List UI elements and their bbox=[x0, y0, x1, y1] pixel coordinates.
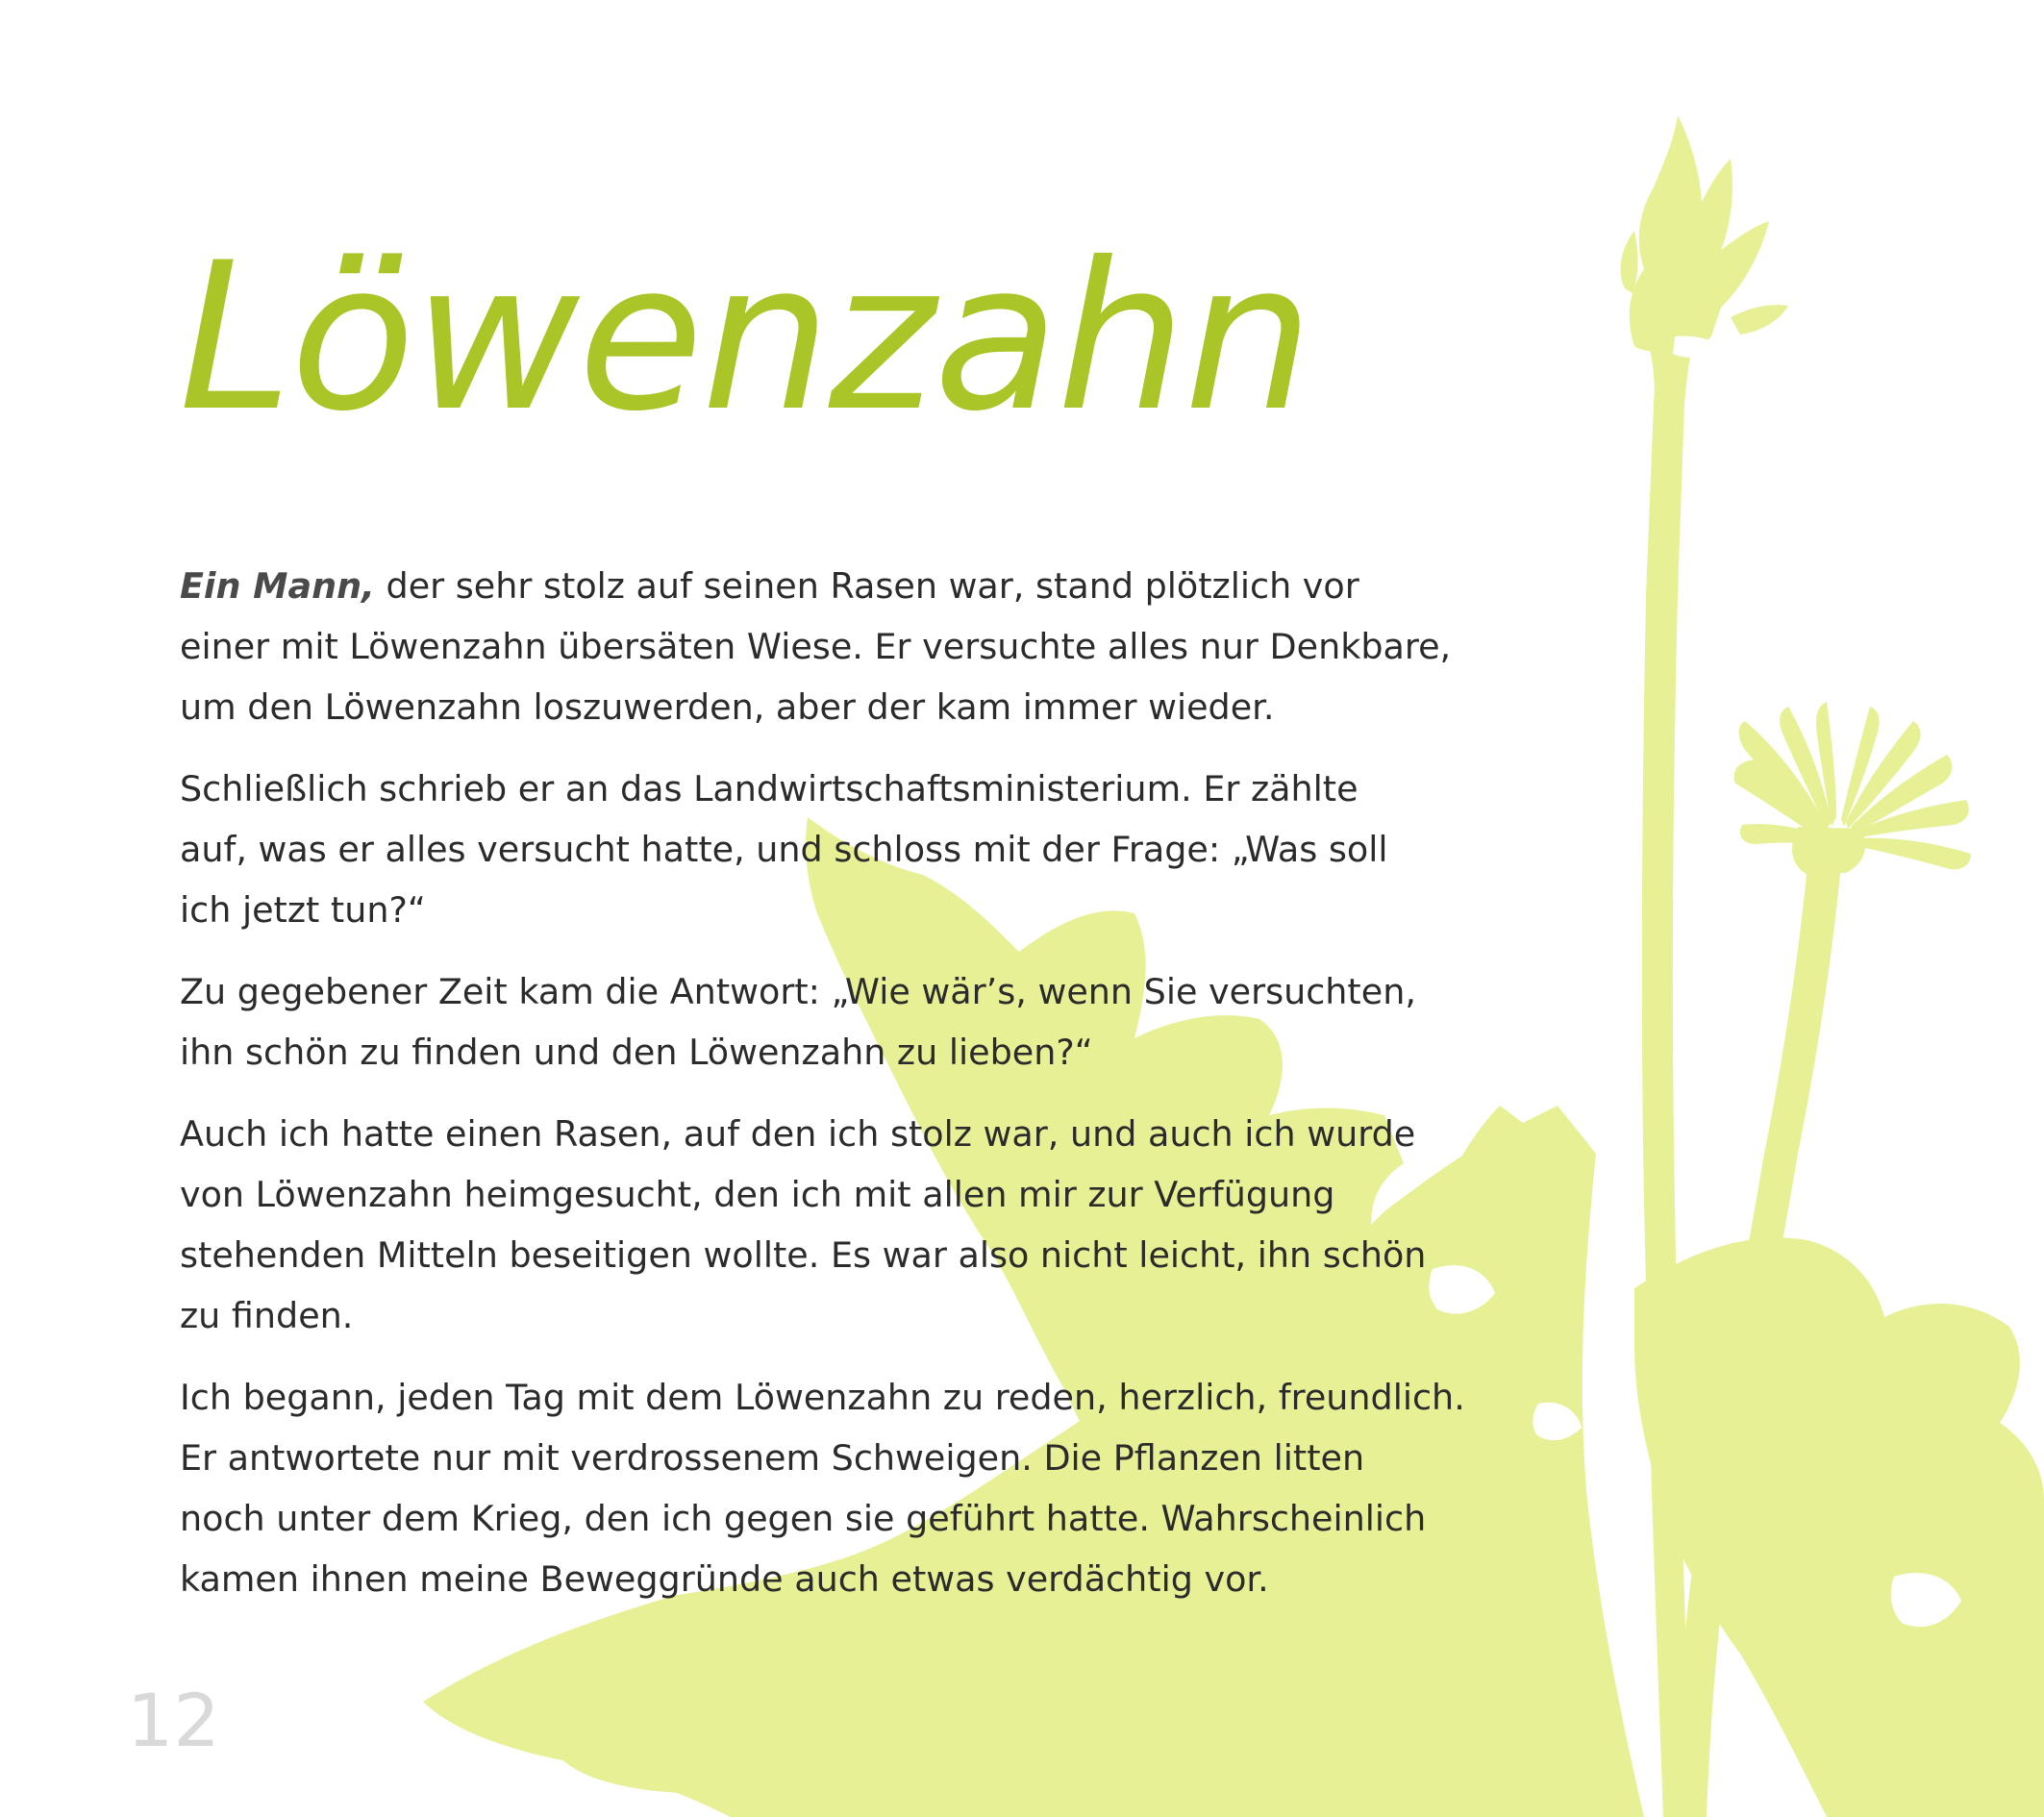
text-line: Er antwortete nur mit verdrossenem Schweigen. Die Pflanzen litten bbox=[180, 1437, 1365, 1479]
paragraph bbox=[180, 1367, 1468, 1609]
lead-text: Ein Mann, bbox=[180, 565, 375, 607]
text-line: auf, was er alles versucht hatte, und schloss mit der Frage: „Was soll bbox=[180, 829, 1388, 870]
text-line: kamen ihnen meine Beweggründe auch etwas verdächtig vor. bbox=[180, 1558, 1269, 1600]
paragraph bbox=[180, 759, 1468, 940]
page-number: 12 bbox=[127, 1678, 220, 1763]
paragraph bbox=[180, 1104, 1468, 1346]
text-line: noch unter dem Krieg, den ich gegen sie geführt hatte. Wahrscheinlich bbox=[180, 1498, 1427, 1539]
text-line: von Löwenzahn heimgesucht, den ich mit allen mir zur Verfügung bbox=[180, 1174, 1335, 1215]
body-text bbox=[180, 556, 1468, 1630]
text-line: einer mit Löwenzahn übersäten Wiese. Er versuchte alles nur Denkbare, bbox=[180, 626, 1452, 667]
text-line: ich jetzt tun?“ bbox=[180, 889, 426, 931]
paragraph bbox=[180, 961, 1468, 1083]
text-line: Auch ich hatte einen Rasen, auf den ich stolz war, und auch ich wurde bbox=[180, 1113, 1416, 1155]
page-title: Löwenzahn bbox=[179, 218, 1311, 456]
text-line: um den Löwenzahn loszuwerden, aber der kam immer wieder. bbox=[180, 686, 1275, 728]
paragraph bbox=[180, 556, 1468, 737]
text-line: Schließlich schrieb er an das Landwirtschaftsministerium. Er zählte bbox=[180, 768, 1359, 809]
text-line: Zu gegebener Zeit kam die Antwort: „Wie wär’s, wenn Sie versuchten, bbox=[180, 971, 1416, 1012]
text-line: stehenden Mitteln beseitigen wollte. Es war also nicht leicht, ihn schön bbox=[180, 1234, 1427, 1276]
text-line: Ich begann, jeden Tag mit dem Löwenzahn zu reden, herzlich, freundlich. bbox=[180, 1377, 1465, 1418]
text-line: zu finden. bbox=[180, 1295, 354, 1336]
text-line: der sehr stolz auf seinen Rasen war, stand plötzlich vor bbox=[386, 565, 1359, 607]
text-line: ihn schön zu finden und den Löwenzahn zu lieben?“ bbox=[180, 1032, 1093, 1073]
